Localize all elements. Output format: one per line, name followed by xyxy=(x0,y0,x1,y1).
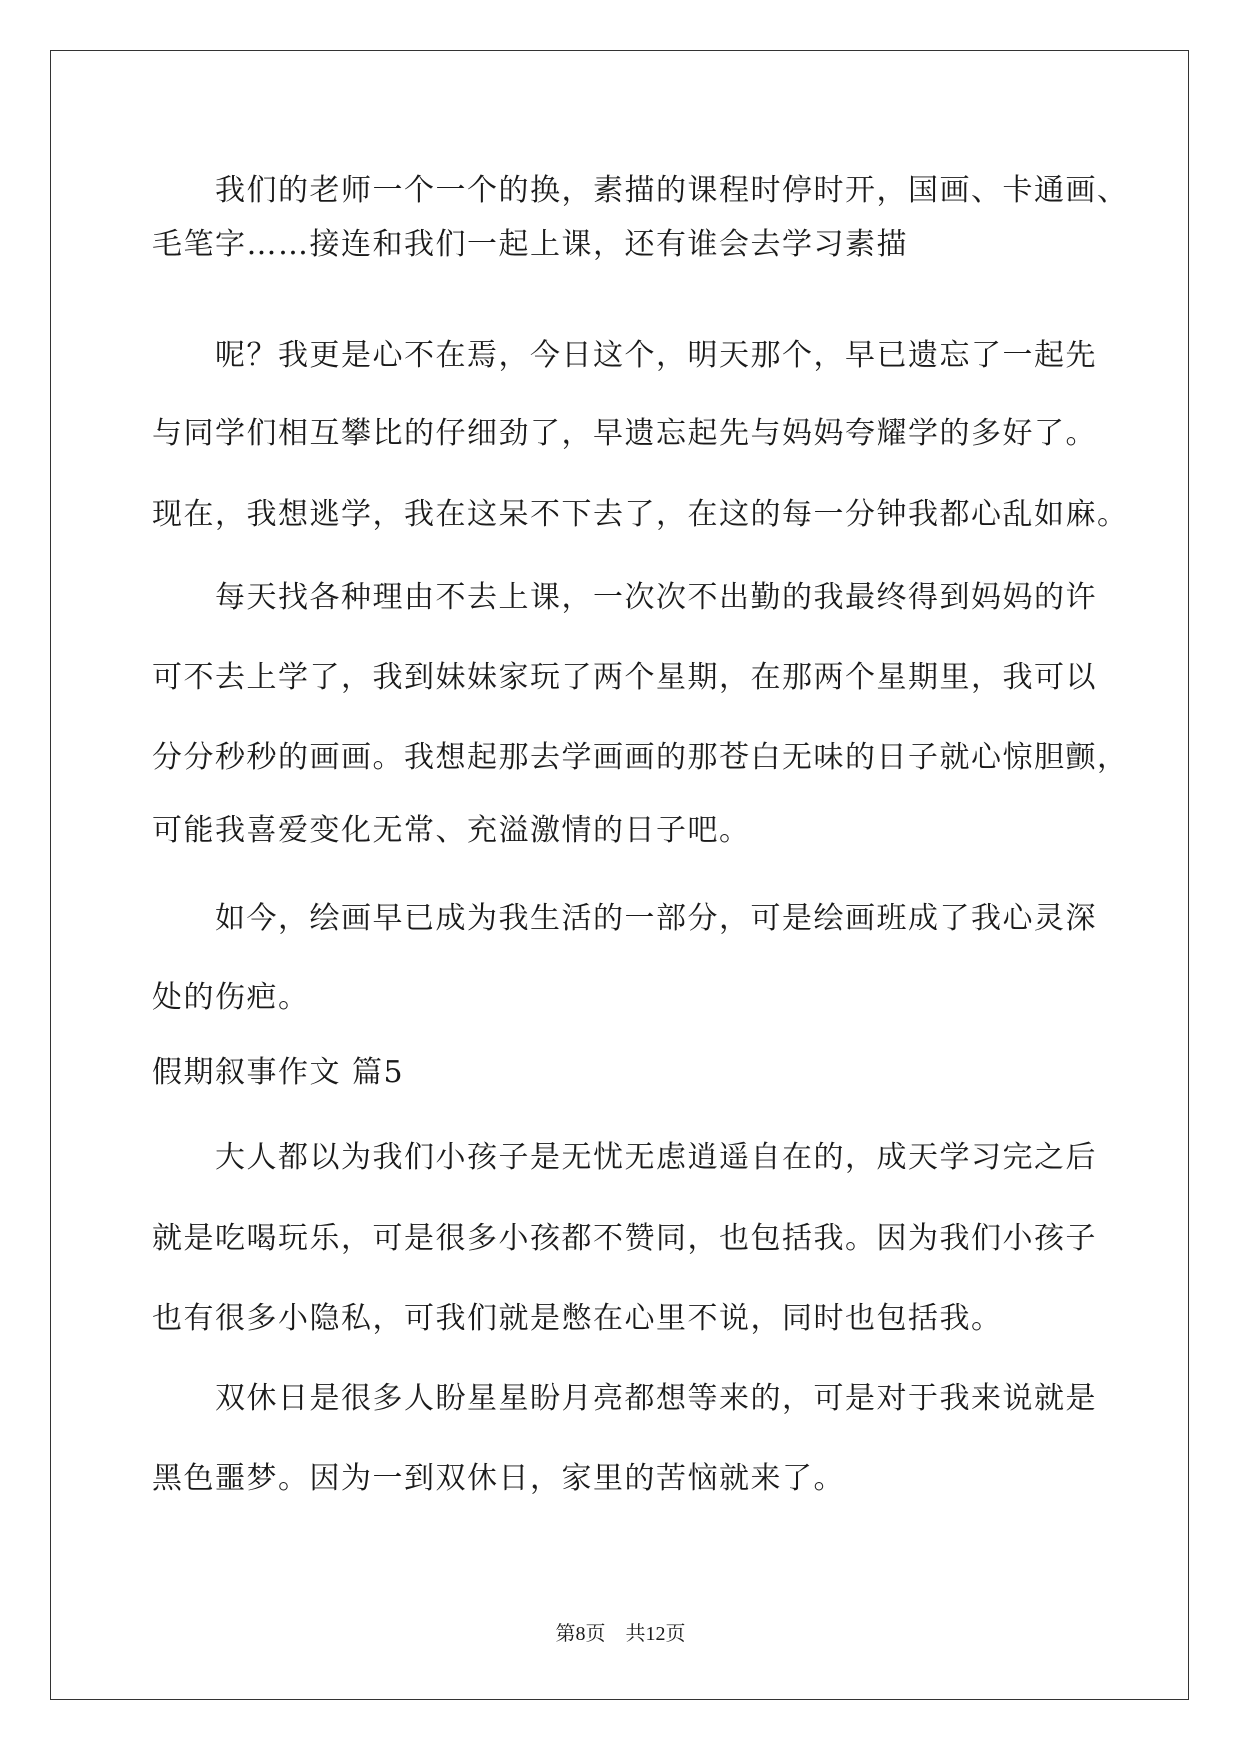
paragraph-line: 呢？我更是心不在焉，今日这个，明天那个，早已遗忘了一起先 xyxy=(215,338,1097,373)
paragraph-line: 双休日是很多人盼星星盼月亮都想等来的，可是对于我来说就是 xyxy=(215,1381,1097,1416)
paragraph-line: 如今，绘画早已成为我生活的一部分，可是绘画班成了我心灵深 xyxy=(215,901,1097,936)
paragraph-line: 每天找各种理由不去上课，一次次不出勤的我最终得到妈妈的许 xyxy=(215,580,1097,615)
page-frame xyxy=(50,50,1189,1700)
paragraph-line: 可能我喜爱变化无常、充溢激情的日子吧。 xyxy=(152,813,751,848)
paragraph-line: 现在，我想逃学，我在这呆不下去了，在这的每一分钟我都心乱如麻。 xyxy=(152,497,1129,532)
paragraph-line: 与同学们相互攀比的仔细劲了，早遗忘起先与妈妈夸耀学的多好了。 xyxy=(152,416,1097,451)
paragraph-line: 处的伤疤。 xyxy=(152,980,310,1015)
paragraph-line: 黑色噩梦。因为一到双休日，家里的苦恼就来了。 xyxy=(152,1461,845,1496)
paragraph-line: 分分秒秒的画画。我想起那去学画画的那苍白无味的日子就心惊胆颤， xyxy=(152,740,1129,775)
paragraph-line: 我们的老师一个一个的换，素描的课程时停时开，国画、卡通画、 xyxy=(215,173,1129,208)
paragraph-line: 也有很多小隐私，可我们就是憋在心里不说，同时也包括我。 xyxy=(152,1301,1003,1336)
paragraph-line: 可不去上学了，我到妹妹家玩了两个星期，在那两个星期里，我可以 xyxy=(152,660,1097,695)
paragraph-line: 毛笔字……接连和我们一起上课，还有谁会去学习素描 xyxy=(152,227,908,262)
paragraph-line: 大人都以为我们小孩子是无忧无虑逍遥自在的，成天学习完之后 xyxy=(215,1140,1097,1175)
paragraph-line: 就是吃喝玩乐，可是很多小孩都不赞同，也包括我。因为我们小孩子 xyxy=(152,1221,1097,1256)
section-heading: 假期叙事作文 篇5 xyxy=(152,1055,405,1090)
page-number-footer: 第8页 共12页 xyxy=(555,1623,686,1645)
